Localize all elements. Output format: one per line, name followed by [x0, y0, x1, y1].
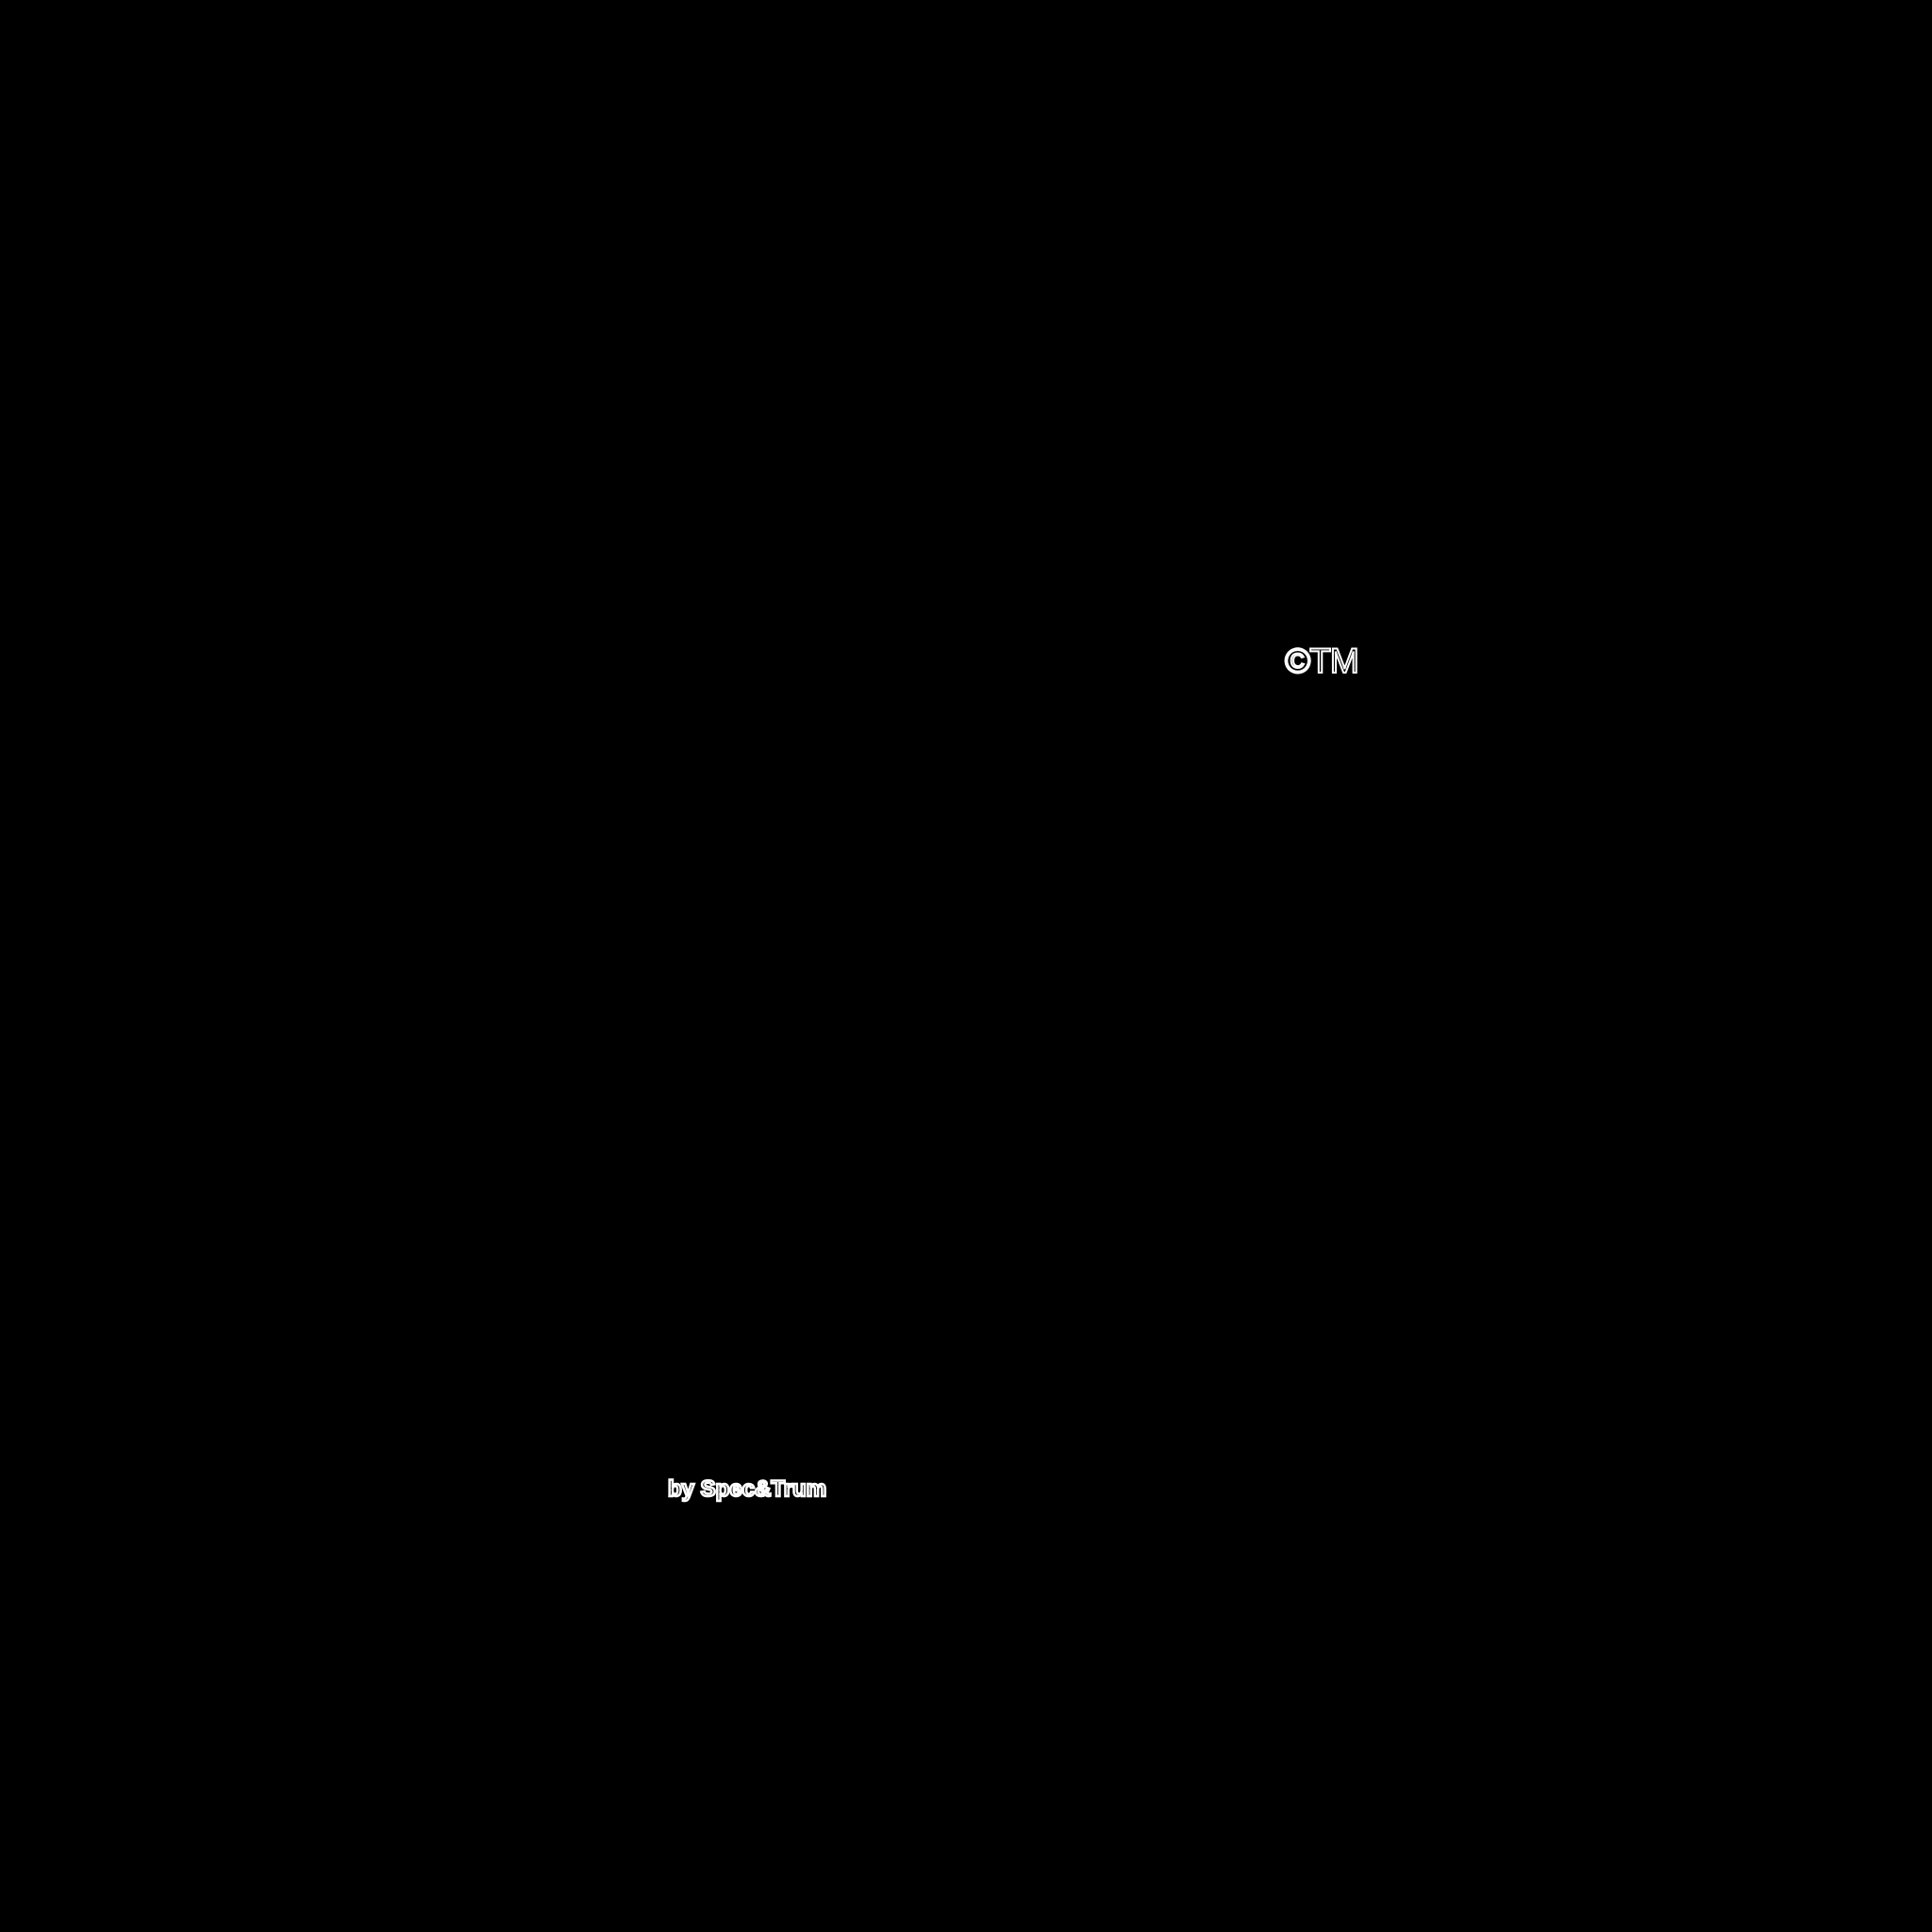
byline-label: by Spec&Trum	[668, 1476, 827, 1502]
copyright-trademark-label: ©TM	[1285, 641, 1358, 680]
